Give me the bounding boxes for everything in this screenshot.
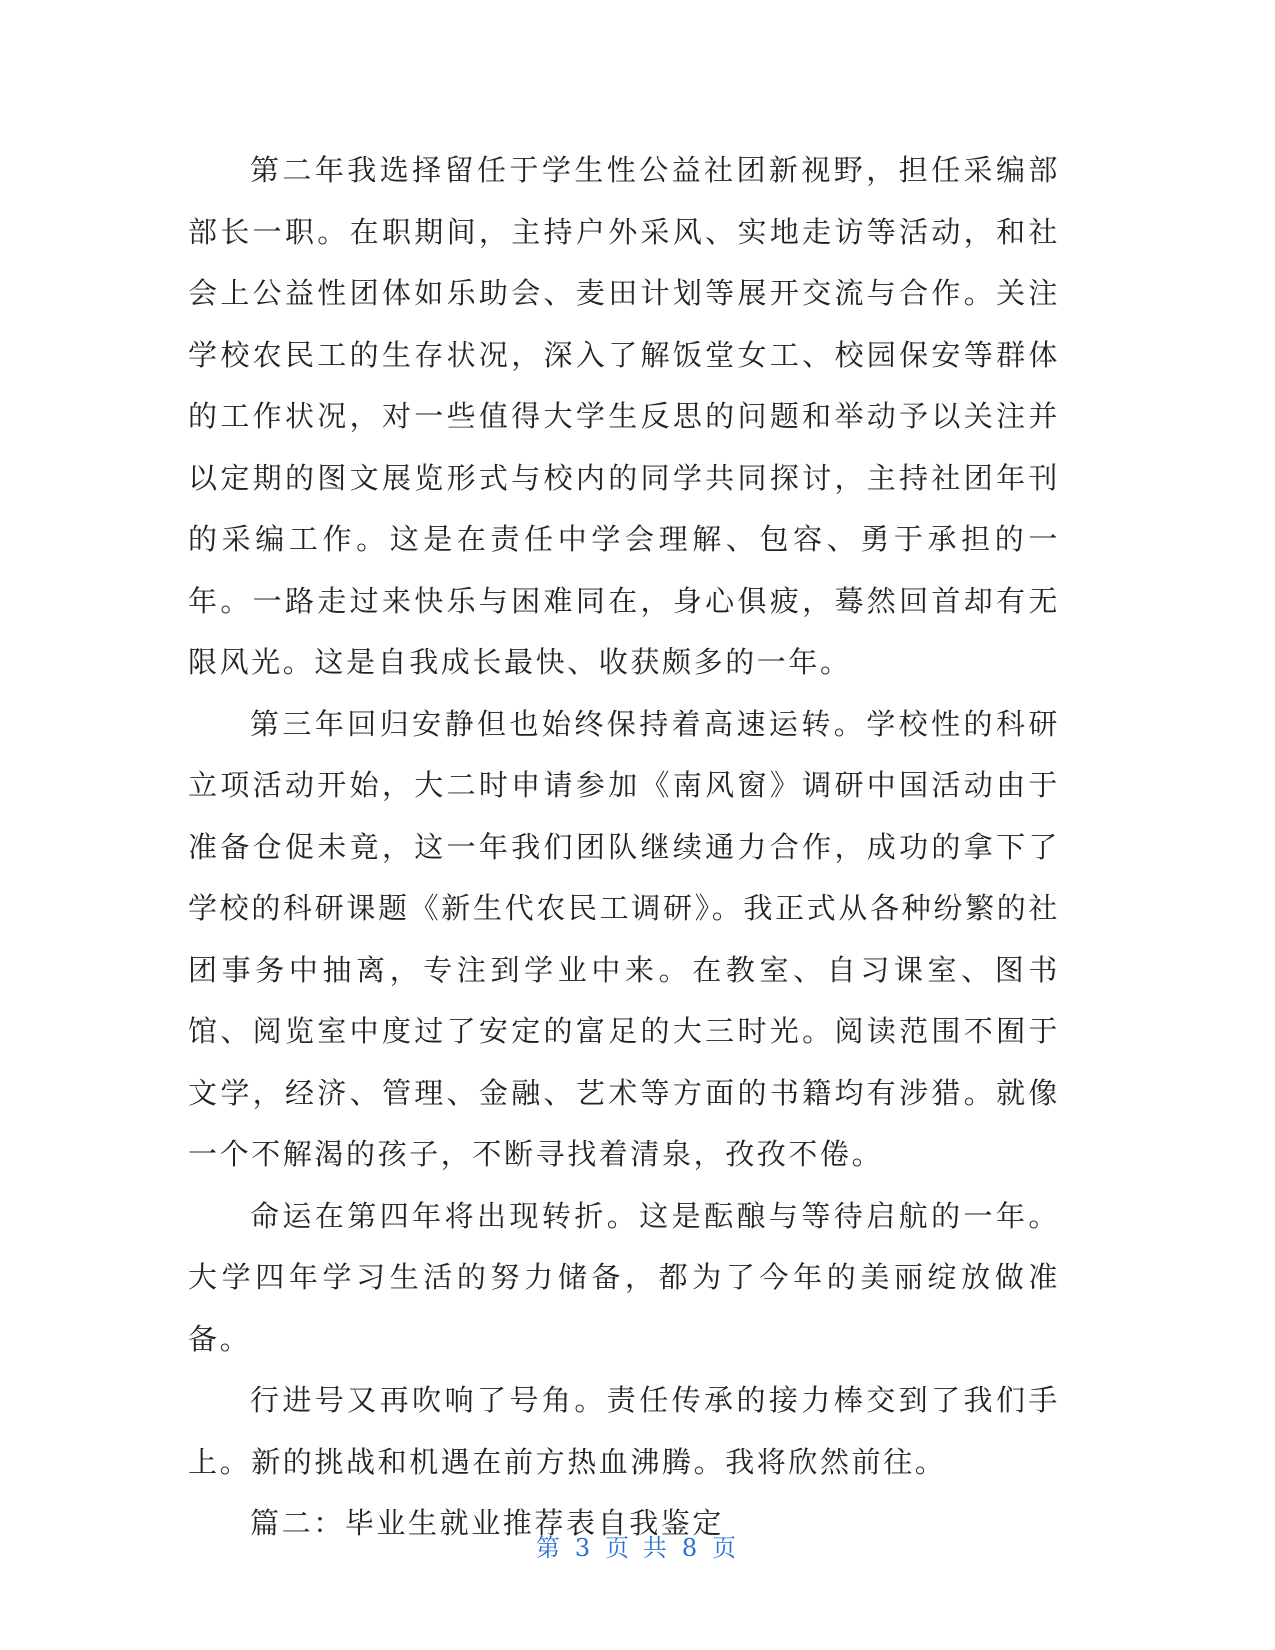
page-footer — [0, 1528, 1275, 1563]
footer-middle: 页 共 — [605, 1534, 670, 1562]
footer-suffix: 页 — [712, 1534, 740, 1562]
footer-prefix: 第 — [535, 1534, 563, 1562]
footer-total-pages: 8 — [681, 1534, 701, 1562]
footer-page-number: 3 — [574, 1534, 594, 1562]
document-body — [188, 140, 1060, 1555]
paragraph-third-year: 第三年回归安静但也始终保持着高速运转。学校性的科研立项活动开始，大二时申请参加《南风窗》调研中国活动由于准备仓促未竟，这一年我们团队继续通力合作，成功的拿下了学校的科研课题《新生代农民工调研》。我正式从各种纷繁的社团事务中抽离，专注到学业中来。在教室、自习课室、图书馆、阅览室中度过了安定的富足的大三时光。阅读范围不囿于文学，经济、管理、金融、艺术等方面的书籍均有涉猎。就像一个不解渴的孩子，不断寻找着清泉，孜孜不倦。 — [188, 706, 1060, 1171]
paragraph-fourth-year: 命运在第四年将出现转折。这是酝酿与等待启航的一年。大学四年学习生活的努力储备，都为了今年的美丽绽放做准备。 — [188, 1198, 1060, 1356]
section-heading: 篇二：毕业生就业推荐表自我鉴定 — [250, 1506, 725, 1540]
paragraph-second-year: 第二年我选择留任于学生性公益社团新视野，担任采编部部长一职。在职期间，主持户外采风、实地走访等活动，和社会上公益性团体如乐助会、麦田计划等展开交流与合作。关注学校农民工的生存状况，深入了解饭堂女工、校园保安等群体的工作状况，对一些值得大学生反思的问题和举动予以关注并以定期的图文展览形式与校内的同学共同探讨，主持社团年刊的采编工作。这是在责任中学会理解、包容、勇于承担的一年。一路走过来快乐与困难同在，身心俱疲，蓦然回首却有无限风光。这是自我成长最快、收获颇多的一年。 — [188, 153, 1060, 679]
paragraph-closing: 行进号又再吹响了号角。责任传承的接力棒交到了我们手上。新的挑战和机遇在前方热血沸腾。我将欣然前往。 — [188, 1383, 1060, 1479]
